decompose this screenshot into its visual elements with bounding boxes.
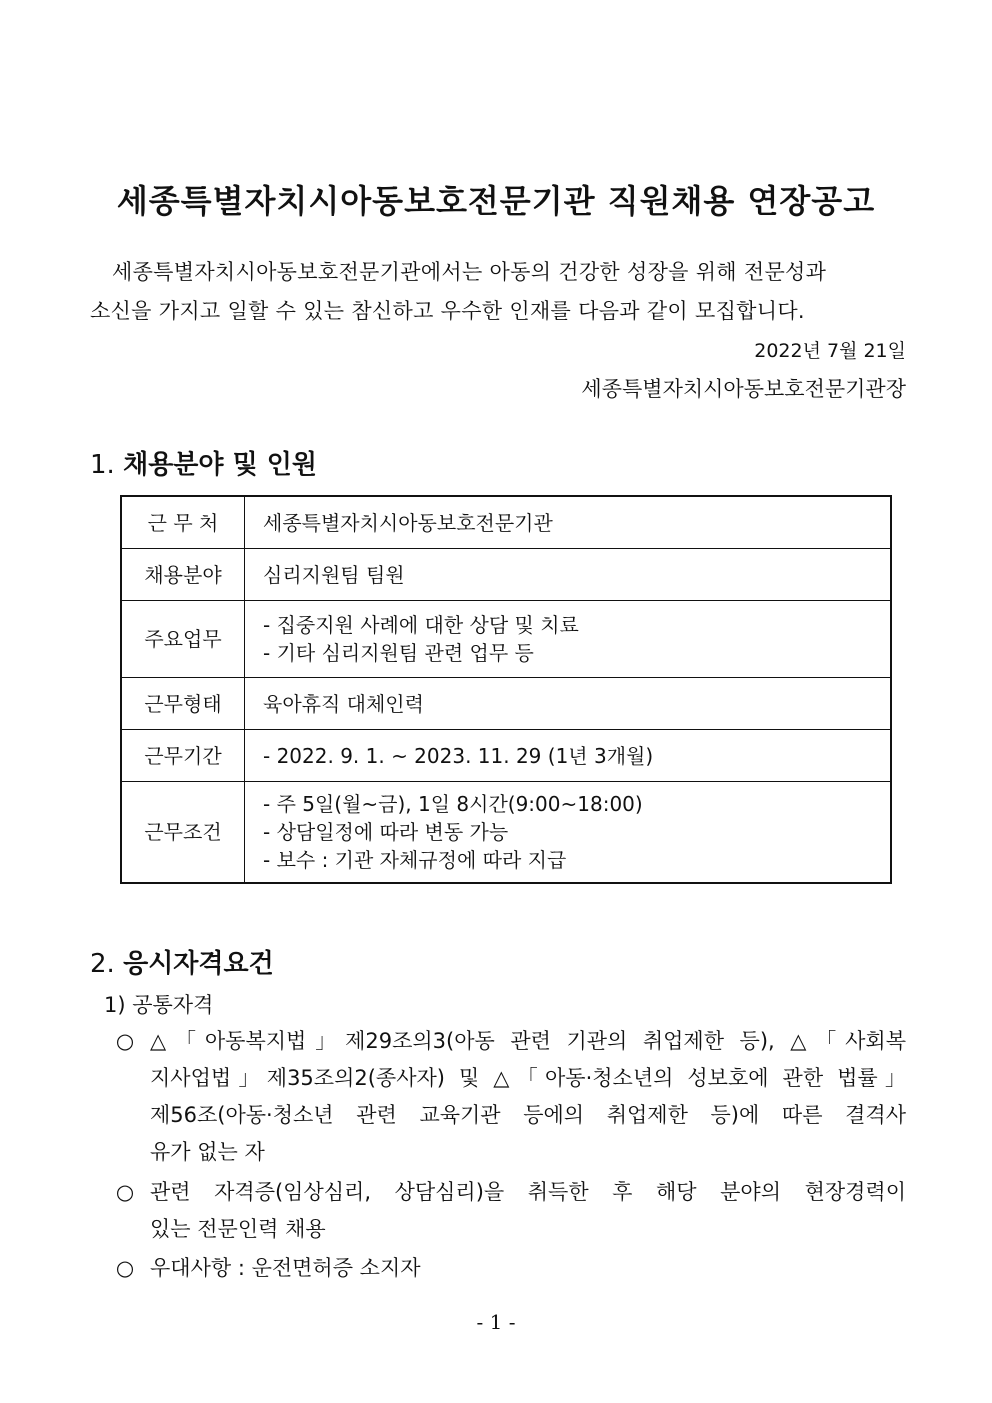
- intro-line-1: 세종특별자치시아동보호전문기관에서는 아동의 건강한 성장을 위해 전문성과: [112, 260, 827, 284]
- list-item-line: 유가 없는 자: [150, 1140, 265, 1164]
- circle-bullet-icon: ○: [115, 1180, 135, 1204]
- section-2-heading: [90, 943, 274, 980]
- row-value-line: - 상담일정에 따라 변동 가능: [263, 820, 509, 844]
- table-row: [121, 601, 891, 678]
- row-value-conditions: [245, 782, 892, 884]
- row-value-line: - 기타 심리지원팀 관련 업무 등: [263, 641, 534, 665]
- list-item-line: 있는 전문인력 채용: [150, 1217, 326, 1241]
- list-item-text: [114, 1250, 906, 1287]
- list-item: [114, 1250, 906, 1287]
- list-item-text: [114, 1023, 906, 1171]
- list-item-line: 우대사항 : 운전면허증 소지자: [150, 1256, 421, 1280]
- row-value-line: 육아휴직 대체인력: [263, 691, 424, 716]
- section-1-heading: [90, 444, 317, 481]
- page-title: 세종특별자치시아동보호전문기관 직원채용 연장공고: [116, 182, 876, 220]
- row-value-line: - 주 5일(월~금), 1일 8시간(9:00~18:00): [263, 792, 643, 816]
- circle-bullet-icon: ○: [115, 1029, 135, 1053]
- recruitment-info-table: [120, 495, 892, 884]
- table-row: [121, 782, 891, 884]
- section-2-title: 응시자격요건: [123, 949, 274, 979]
- list-item-line: △「아동복지법」제29조의3(아동 관련 기관의 취업제한 등), △「사회복: [150, 1029, 906, 1053]
- list-item-text: [114, 1174, 906, 1248]
- table-row: [121, 678, 891, 730]
- row-value-field: [245, 549, 892, 601]
- intro-line-2: 소신을 가지고 일할 수 있는 참신하고 우수한 인재를 다음과 같이 모집합니다.: [90, 299, 805, 323]
- subsection-common-qualifications: 1) 공통자격: [104, 993, 214, 1017]
- table-row: [121, 730, 891, 782]
- row-label-duties: 주요업무: [121, 601, 245, 678]
- row-label-workplace: 근 무 처: [121, 496, 245, 549]
- announcement-date: 2022년 7월 21일: [754, 340, 906, 362]
- section-2-number: 2.: [90, 949, 115, 979]
- section-1-title: 채용분야 및 인원: [123, 450, 317, 480]
- table-row: [121, 549, 891, 601]
- list-item-line: 지사업법」제35조의2(종사자) 및 △「아동·청소년의 성보호에 관한 법률」: [150, 1066, 906, 1090]
- list-item-line: 제56조(아동·청소년 관련 교육기관 등에의 취업제한 등)에 따른 결격사: [150, 1103, 906, 1127]
- page-number: - 1 -: [476, 1310, 516, 1334]
- row-value-line: 세종특별자치시아동보호전문기관: [263, 510, 553, 535]
- row-value-line: - 2022. 9. 1. ~ 2023. 11. 29 (1년 3개월): [263, 743, 654, 768]
- row-value-line: - 집중지원 사례에 대한 상담 및 치료: [263, 613, 579, 637]
- row-value-period: [245, 730, 892, 782]
- row-label-conditions: 근무조건: [121, 782, 245, 884]
- table-row: [121, 496, 891, 549]
- list-item-line: 관련 자격증(임상심리, 상담심리)을 취득한 후 해당 분야의 현장경력이: [150, 1180, 906, 1204]
- row-value-duties: [245, 601, 892, 678]
- row-label-period: 근무기간: [121, 730, 245, 782]
- row-value-line: 심리지원팀 팀원: [263, 562, 405, 587]
- section-1-number: 1.: [90, 450, 115, 480]
- row-label-employment-type: 근무형태: [121, 678, 245, 730]
- row-value-employment-type: [245, 678, 892, 730]
- row-value-workplace: [245, 496, 892, 549]
- row-label-field: 채용분야: [121, 549, 245, 601]
- list-item: [114, 1023, 906, 1171]
- row-value-line: - 보수 : 기관 자체규정에 따라 지급: [263, 848, 567, 872]
- circle-bullet-icon: ○: [115, 1256, 135, 1280]
- list-item: [114, 1174, 906, 1248]
- issuer-name: 세종특별자치시아동보호전문기관장: [581, 377, 906, 401]
